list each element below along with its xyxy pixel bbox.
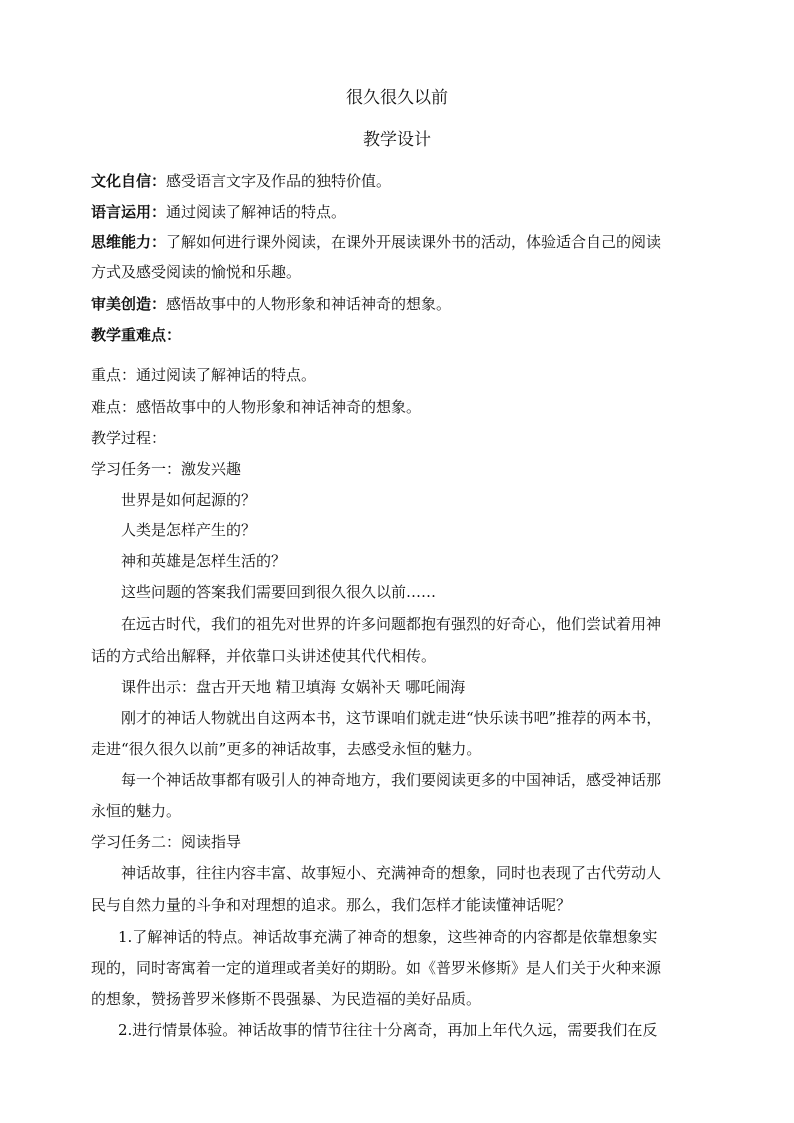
task2-item-1-cont: 现的，同时寄寓着一定的道理或者美好的期盼。如《普罗米修斯》是人们关于火种来源: [91, 959, 662, 977]
goal-thinking-cont: 方式及感受阅读的愉悦和乐趣。: [91, 263, 302, 281]
goal-aesthetic: [91, 293, 711, 315]
goal-label: 语言运用：: [91, 203, 167, 221]
task2-paragraph-1-cont: 民与自然力量的斗争和对理想的追求。那么，我们怎样才能读懂神话呢？: [91, 896, 572, 914]
task2-paragraph-1: 神话故事，往往内容丰富、故事短小、充满神奇的想象，同时也表现了古代劳动人: [121, 864, 662, 882]
task2-item-2: 2.进行情景体验。神话故事的情节往往十分离奇，再加上年代久远，需要我们在反: [118, 1021, 658, 1039]
task1-question: 世界是如何起源的？: [121, 491, 257, 509]
goal-culture: [91, 170, 711, 192]
goal-text: 感受语言文字及作品的独特价值。: [166, 172, 392, 190]
goal-text: 感悟故事中的人物形象和神话神奇的想象。: [166, 295, 452, 313]
task1-paragraph-1-cont: 话的方式给出解释，并依靠口头讲述使其代代相传。: [91, 647, 437, 665]
task2-item-1-cont: 的想象，赞扬普罗米修斯不畏强暴、为民造福的美好品质。: [91, 990, 482, 1008]
goal-label: 文化自信：: [91, 172, 167, 190]
task1-courseware: 课件出示：盘古开天地 精卫填海 女娲补天 哪吒闹海: [121, 678, 466, 696]
task1-paragraph-1: 在远古时代，我们的祖先对世界的许多问题都抱有强烈的好奇心，他们尝试着用神: [121, 615, 662, 633]
task2-heading: 学习任务二：阅读指导: [91, 833, 242, 851]
process-heading: 教学过程：: [91, 429, 167, 447]
key-point: 重点：通过阅读了解神话的特点。: [91, 366, 317, 384]
task1-question: 神和英雄是怎样生活的？: [121, 552, 287, 570]
task1-heading: 学习任务一：激发兴趣: [91, 460, 242, 478]
goal-thinking: [91, 231, 711, 253]
task2-item-1: 1.了解神话的特点。神话故事充满了神奇的想象，这些神奇的内容都是依靠想象实: [118, 928, 658, 946]
task1-paragraph-3-cont: 永恒的魅力。: [91, 802, 182, 820]
task1-answer: 这些问题的答案我们需要回到很久很久以前……: [121, 583, 437, 601]
document-subtitle: 教学设计: [363, 130, 431, 150]
goal-label: 思维能力：: [91, 233, 167, 251]
difficult-point: 难点：感悟故事中的人物形象和神话神奇的想象。: [91, 398, 422, 416]
task1-question: 人类是怎样产生的？: [121, 521, 257, 539]
task1-paragraph-3: 每一个神话故事都有吸引人的神奇地方，我们要阅读更多的中国神话，感受神话那: [121, 771, 662, 789]
goal-text: 了解如何进行课外阅读，在课外开展读课外书的活动，体验适合自己的阅读: [166, 233, 662, 251]
task1-paragraph-2-cont: 走进“很久很久以前”更多的神话故事，去感受永恒的魅力。: [91, 740, 482, 758]
key-heading: 教学重难点：: [91, 326, 182, 344]
document-title: 很久很久以前: [346, 88, 448, 108]
goal-label: 审美创造：: [91, 295, 167, 313]
task1-paragraph-2: 刚才的神话人物就出自这两本书，这节课咱们就走进“快乐读书吧”推荐的两本书，: [121, 709, 662, 727]
goal-text: 通过阅读了解神话的特点。: [166, 203, 347, 221]
goal-language: [91, 201, 711, 223]
